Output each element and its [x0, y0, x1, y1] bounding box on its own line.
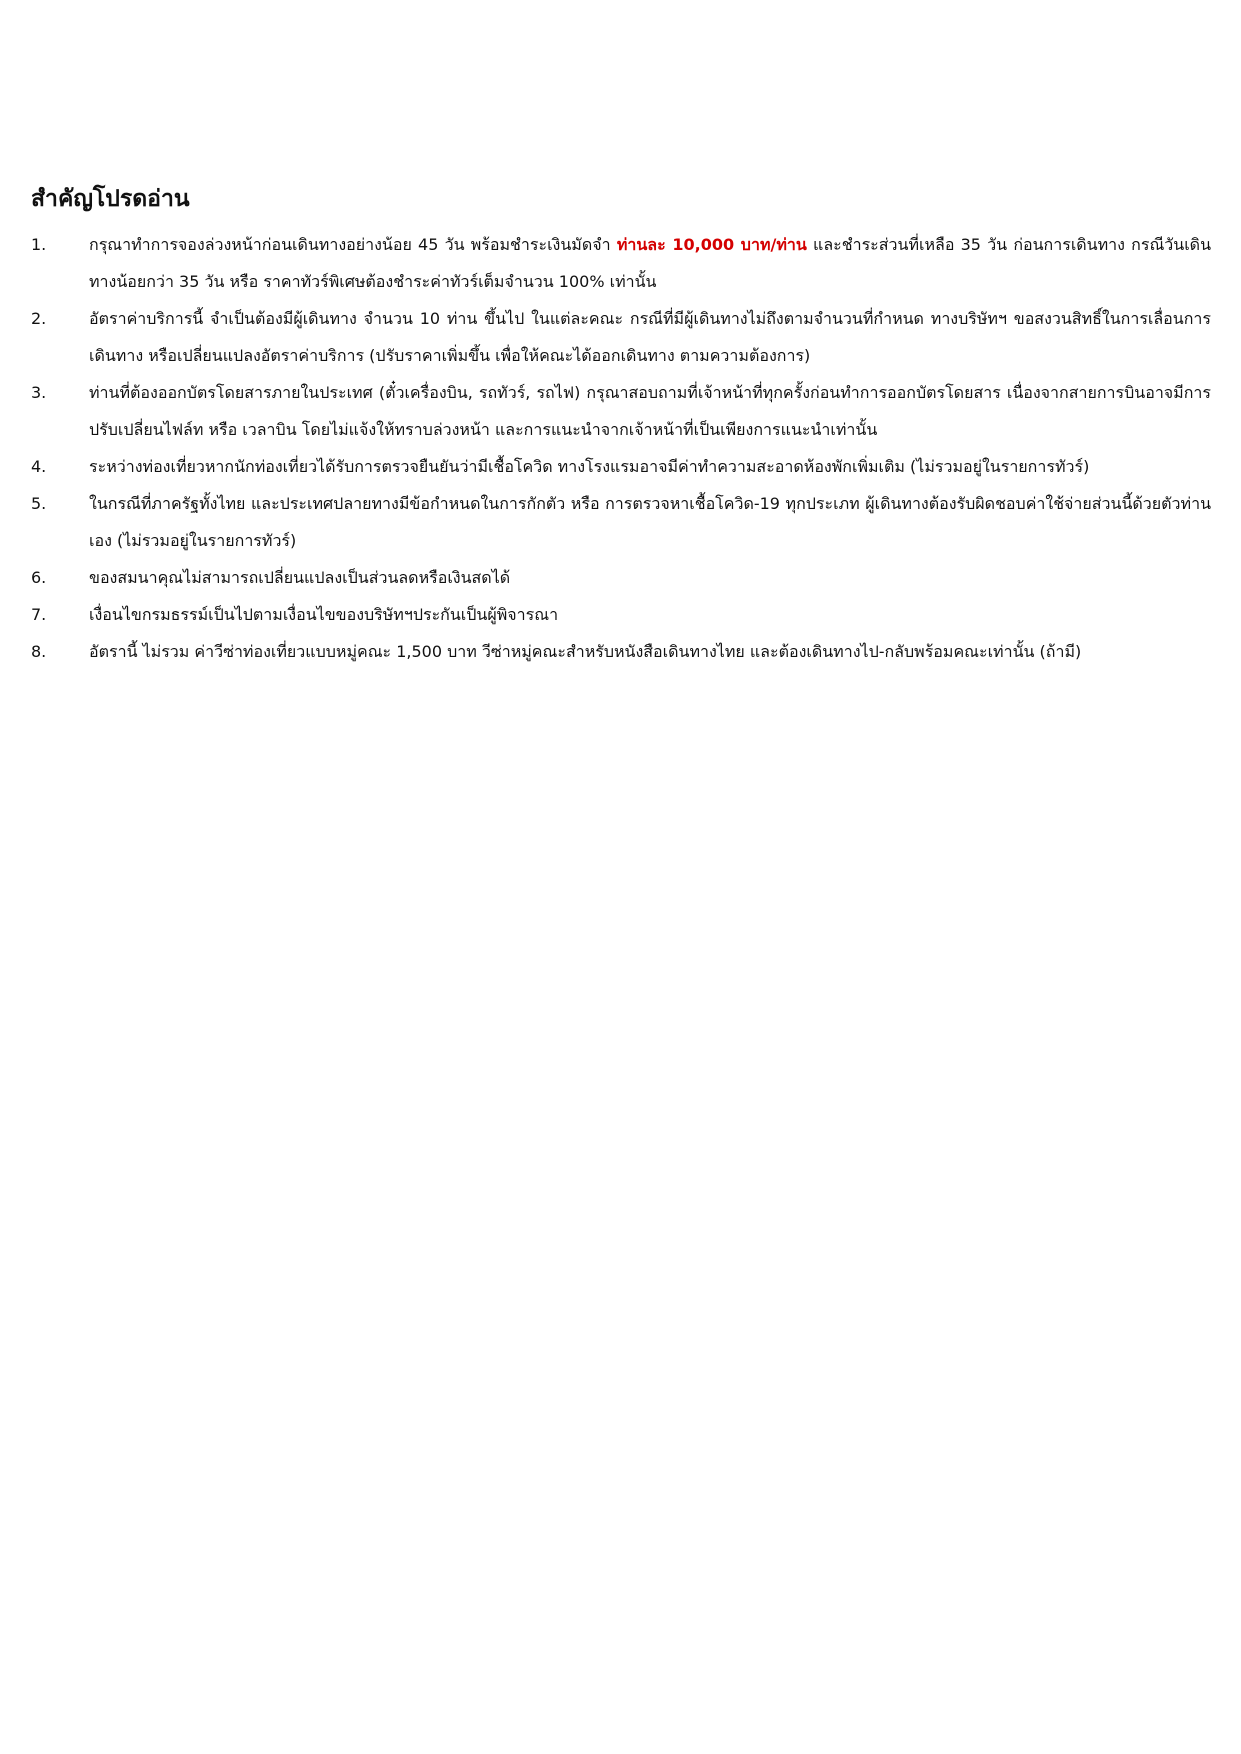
deposit-text-after: และชำระส่วนที่เหลือ 35 วัน ก่อนการเดินทาง กรณีวันเดินทางน้อยกว่า 35 วัน หรือ ราคาทัวร์พิเศษต้องชำระค่าทัวร์เต็มจำนวน 100% เท่านั้น [89, 235, 1212, 291]
notice-item-number: 1. [31, 235, 47, 254]
notice-heading: สำคัญโปรดอ่าน [31, 186, 190, 212]
notice-item-text: อัตราค่าบริการนี้ จำเป็นต้องมีผู้เดินทาง จำนวน 10 ท่าน ขึ้นไป ในแต่ละคณะ กรณีที่มีผู้เดินทางไม่ถึงตามจำนวนที่กำหนด ทางบริษัทฯ ขอสงวนสิทธิ์ในการเลื่อนการเดินทาง หรือเปลี่ยนแปลงอัตราค่าบริการ (ปรับราคาเพิ่มขึ้น เพื่อให้คณะได้ออกเดินทาง ตามความต้องการ) [89, 309, 1211, 365]
notice-item-7 [31, 596, 1211, 633]
notice-item-text: ในกรณีที่ภาครัฐทั้งไทย และประเทศปลายทางมีข้อกำหนดในการกักตัว หรือ การตรวจหาเชื้อโควิด-19 ทุกประเภท ผู้เดินทางต้องรับผิดชอบค่าใช้จ่ายส่วนนี้ด้วยตัวท่านเอง (ไม่รวมอยู่ในรายการทัวร์) [89, 494, 1211, 550]
notice-item-3 [31, 374, 1211, 448]
notice-item-number: 5. [31, 494, 47, 513]
notice-item-number: 4. [31, 457, 47, 476]
notice-item-4 [31, 448, 1211, 485]
notice-item-text: ของสมนาคุณไม่สามารถเปลี่ยนแปลงเป็นส่วนลดหรือเงินสดได้ [89, 568, 511, 587]
notice-item-text: ท่านที่ต้องออกบัตรโดยสารภายในประเทศ (ตั๋วเครื่องบิน, รถทัวร์, รถไฟ) กรุณาสอบถามที่เจ้าหน้าที่ทุกครั้งก่อนทำการออกบัตรโดยสาร เนื่องจากสายการบินอาจมีการปรับเปลี่ยนไฟล์ท หรือ เวลาบิน โดยไม่แจ้งให้ทราบล่วงหน้า และการแนะนำจากเจ้าหน้าที่เป็นเพียงการแนะนำเท่านั้น [89, 383, 1211, 439]
notice-item-8 [31, 633, 1211, 670]
deposit-text-before: กรุณาทำการจองล่วงหน้าก่อนเดินทางอย่างน้อย 45 วัน พร้อมชำระเงินมัดจำ [89, 235, 617, 254]
notice-item-text: ระหว่างท่องเที่ยวหากนักท่องเที่ยวได้รับการตรวจยืนยันว่ามีเชื้อโควิด ทางโรงแรมอาจมีค่าทำความสะอาดห้องพักเพิ่มเติม (ไม่รวมอยู่ในรายการทัวร์) [89, 457, 1090, 476]
notice-item-6 [31, 559, 1211, 596]
notice-item-number: 6. [31, 568, 47, 587]
notice-item-5 [31, 485, 1211, 559]
notice-item-number: 7. [31, 605, 47, 624]
notice-list [31, 226, 1211, 670]
notice-item-text: เงื่อนไขกรมธรรม์เป็นไปตามเงื่อนไขของบริษัทฯประกันเป็นผู้พิจารณา [89, 605, 559, 624]
deposit-highlight: ท่านละ 10,000 บาท/ท่าน [616, 235, 807, 254]
notice-item-number: 3. [31, 383, 47, 402]
notice-item-number: 2. [31, 309, 47, 328]
notice-item-1 [31, 226, 1211, 300]
important-notice-section [31, 182, 1211, 670]
notice-item-text: อัตรานี้ ไม่รวม ค่าวีซ่าท่องเที่ยวแบบหมู่คณะ 1,500 บาท วีซ่าหมู่คณะสำหรับหนังสือเดินทางไทย และต้องเดินทางไป-กลับพร้อมคณะเท่านั้น (ถ้ามี) [89, 642, 1082, 661]
notice-item-text [89, 226, 1211, 300]
notice-item-2 [31, 300, 1211, 374]
notice-item-number: 8. [31, 642, 47, 661]
